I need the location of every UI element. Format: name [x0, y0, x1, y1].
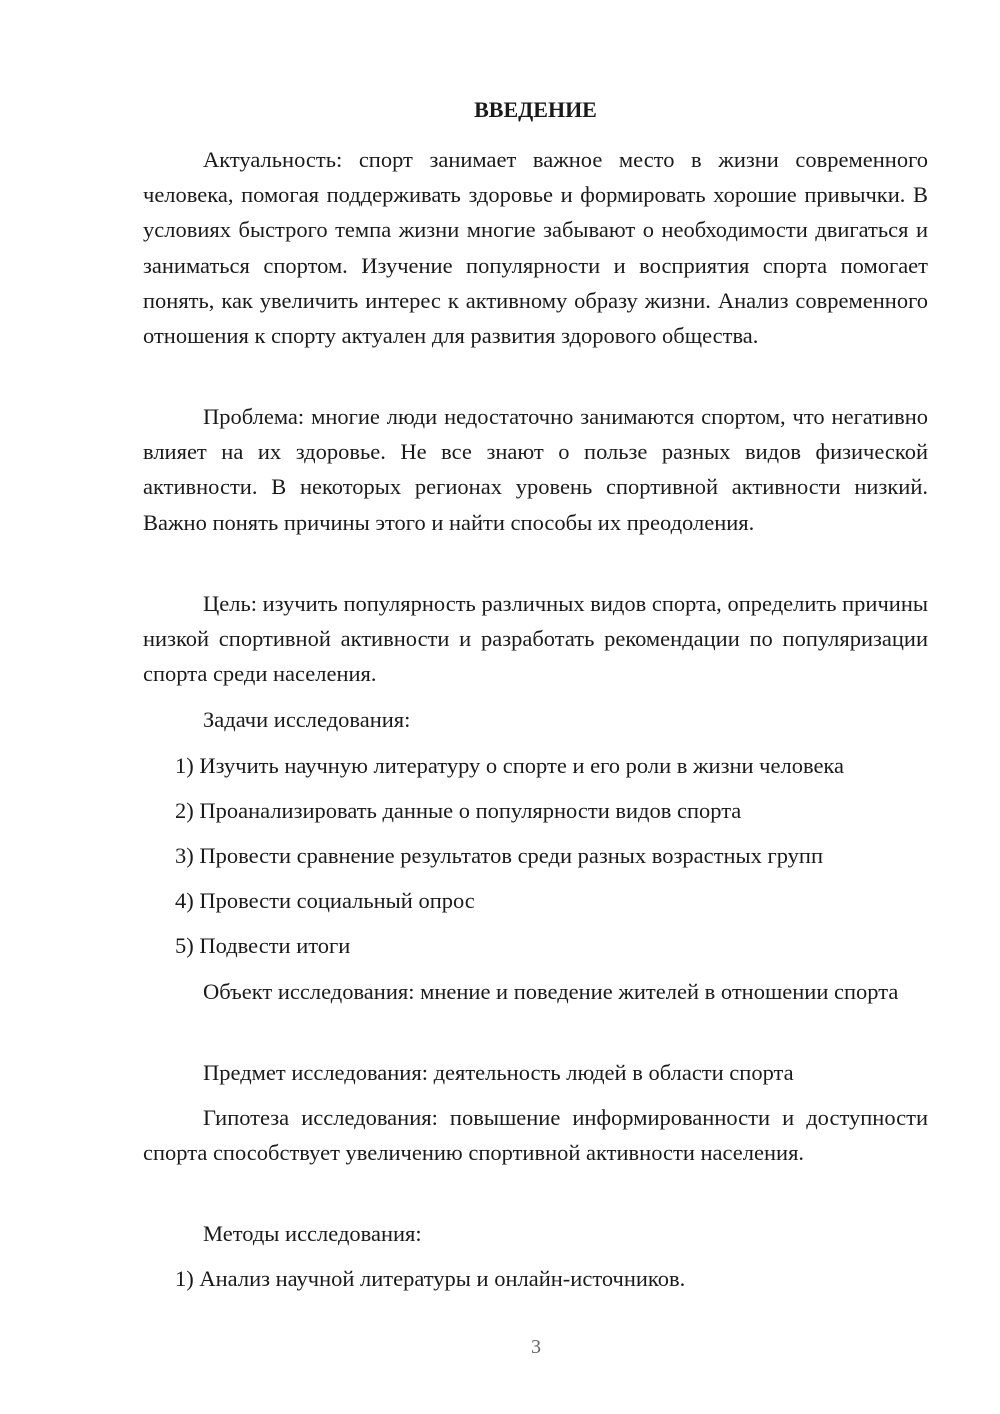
problem-paragraph: Проблема: многие люди недостаточно занимаются спортом, что негативно влияет на их здоровье. Не все знают о пользе разных видов физической активности. В некоторых регионах уровень спортивной активности низкий. Важно понять причины этого и найти способы их преодоления.	[143, 404, 928, 535]
task-item: 2) Проанализировать данные о популярности видов спорта	[175, 798, 742, 823]
goal-paragraph: Цель: изучить популярность различных видов спорта, определить причины низкой спортивной активности и разработать рекомендации по популяризации спорта среди населения.	[143, 591, 928, 687]
page-number: 3	[531, 1336, 541, 1358]
hypothesis-paragraph: Гипотеза исследования: повышение информированности и доступности спорта способствует увеличению спортивной активности населения.	[143, 1105, 928, 1166]
section-title: ВВЕДЕНИЕ	[474, 97, 597, 122]
relevance-paragraph: Актуальность: спорт занимает важное место в жизни современного человека, помогая поддерживать здоровье и формировать хорошие привычки. В условиях быстрого темпа жизни многие забывают о необходимости двигаться и заниматься спортом. Изучение популярности и восприятия спорта помогает понять, как увеличить интерес к активному образу жизни. Анализ современного отношения к спорту актуален для развития здорового общества.	[143, 147, 928, 349]
task-item: 1) Изучить научную литературу о спорте и его роли в жизни человека	[175, 753, 845, 778]
task-item: 5) Подвести итоги	[175, 933, 351, 958]
methods-heading: Методы исследования:	[203, 1221, 422, 1246]
object-paragraph: Объект исследования: мнение и поведение жителей в отношении спорта	[203, 979, 899, 1004]
subject-paragraph: Предмет исследования: деятельность людей в области спорта	[203, 1060, 794, 1085]
method-item: 1) Анализ научной литературы и онлайн-источников.	[175, 1266, 686, 1291]
task-item: 4) Провести социальный опрос	[175, 888, 475, 913]
tasks-heading: Задачи исследования:	[203, 707, 411, 732]
task-item: 3) Провести сравнение результатов среди разных возрастных групп	[175, 843, 823, 868]
